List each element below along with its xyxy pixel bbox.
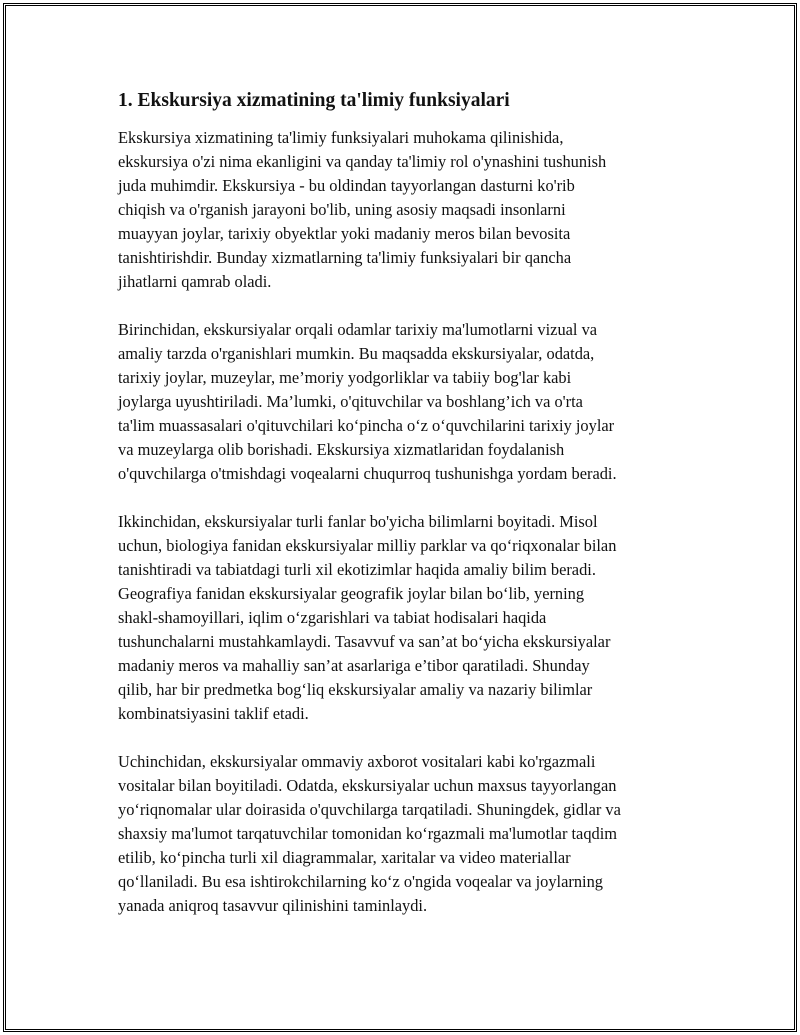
- text-line: Birinchidan, ekskursiyalar orqali odamlar tarixiy ma'lumotlarni vizual va: [118, 320, 598, 339]
- text-line: joylarga uyushtiriladi. Ma’lumki, o'qituvchilar va boshlang’ich va o'rta: [118, 392, 583, 411]
- text-line: shakl-shamoyillari, iqlim o‘zgarishlari va tabiat hodisalari haqida: [118, 608, 547, 627]
- text-line: Ikkinchidan, ekskursiyalar turli fanlar bo'yicha bilimlarni boyitadi. Misol: [118, 512, 598, 531]
- paragraph: [118, 510, 688, 726]
- text-line: tanishtiradi va tabiatdagi turli xil ekotizimlar haqida amaliy bilim beradi.: [118, 560, 596, 579]
- text-line: kombinatsiyasini taklif etadi.: [118, 704, 309, 723]
- text-line: o'quvchilarga o'tmishdagi voqealarni chuqurroq tushunishga yordam beradi.: [118, 464, 617, 483]
- text-line: tarixiy joylar, muzeylar, me’moriy yodgorliklar va tabiiy bog'lar kabi: [118, 368, 572, 387]
- text-line: yanada aniqroq tasavvur qilinishini taminlaydi.: [118, 896, 428, 915]
- text-line: tushunchalarni mustahkamlaydi. Tasavvuf va san’at bo‘yicha ekskursiyalar: [118, 632, 611, 651]
- text-line: muayyan joylar, tarixiy obyektlar yoki madaniy meros bilan bevosita: [118, 224, 571, 243]
- text-line: uchun, biologiya fanidan ekskursiyalar milliy parklar va qo‘riqxonalar bilan: [118, 536, 617, 555]
- text-line: qo‘llaniladi. Bu esa ishtirokchilarning ko‘z o'ngida voqealar va joylarning: [118, 872, 603, 891]
- paragraph-list: [118, 126, 688, 918]
- text-line: tanishtirishdir. Bunday xizmatlarning ta'limiy funksiyalari bir qancha: [118, 248, 572, 267]
- text-line: shaxsiy ma'lumot tarqatuvchilar tomonidan ko‘rgazmali ma'lumotlar taqdim: [118, 824, 618, 843]
- document-body: [118, 88, 688, 942]
- text-line: va muzeylarga olib borishadi. Ekskursiya xizmatlaridan foydalanish: [118, 440, 565, 459]
- text-line: Uchinchidan, ekskursiyalar ommaviy axborot vositalari kabi ko'rgazmali: [118, 752, 596, 771]
- text-line: Ekskursiya xizmatining ta'limiy funksiyalari muhokama qilinishida,: [118, 128, 564, 147]
- text-line: ekskursiya o'zi nima ekanligini va qanday ta'limiy rol o'ynashini tushunish: [118, 152, 607, 171]
- text-line: jihatlarni qamrab oladi.: [118, 272, 272, 291]
- paragraph: [118, 750, 688, 918]
- text-line: etilib, ko‘pincha turli xil diagrammalar, xaritalar va video materiallar: [118, 848, 571, 867]
- text-line: vositalar bilan boyitiladi. Odatda, ekskursiyalar uchun maxsus tayyorlangan: [118, 776, 617, 795]
- text-line: yo‘riqnomalar ular doirasida o'quvchilarga tarqatiladi. Shuningdek, gidlar va: [118, 800, 621, 819]
- text-line: amaliy tarzda o'rganishlari mumkin. Bu maqsadda ekskursiyalar, odatda,: [118, 344, 595, 363]
- text-line: qilib, har bir predmetka bog‘liq ekskursiyalar amaliy va nazariy bilimlar: [118, 680, 593, 699]
- text-line: chiqish va o'rganish jarayoni bo'lib, uning asosiy maqsadi insonlarni: [118, 200, 566, 219]
- text-line: madaniy meros va mahalliy san’at asarlariga e’tibor qaratiladi. Shunday: [118, 656, 590, 675]
- text-line: juda muhimdir. Ekskursiya - bu oldindan tayyorlangan dasturni ko'rib: [118, 176, 575, 195]
- section-heading: 1. Ekskursiya xizmatining ta'limiy funksiyalari: [118, 90, 510, 111]
- text-line: Geografiya fanidan ekskursiyalar geografik joylar bilan bo‘lib, yerning: [118, 584, 585, 603]
- text-line: ta'lim muassasalari o'qituvchilari ko‘pincha o‘z o‘quvchilarini tarixiy joylar: [118, 416, 615, 435]
- paragraph: [118, 126, 688, 294]
- paragraph: [118, 318, 688, 486]
